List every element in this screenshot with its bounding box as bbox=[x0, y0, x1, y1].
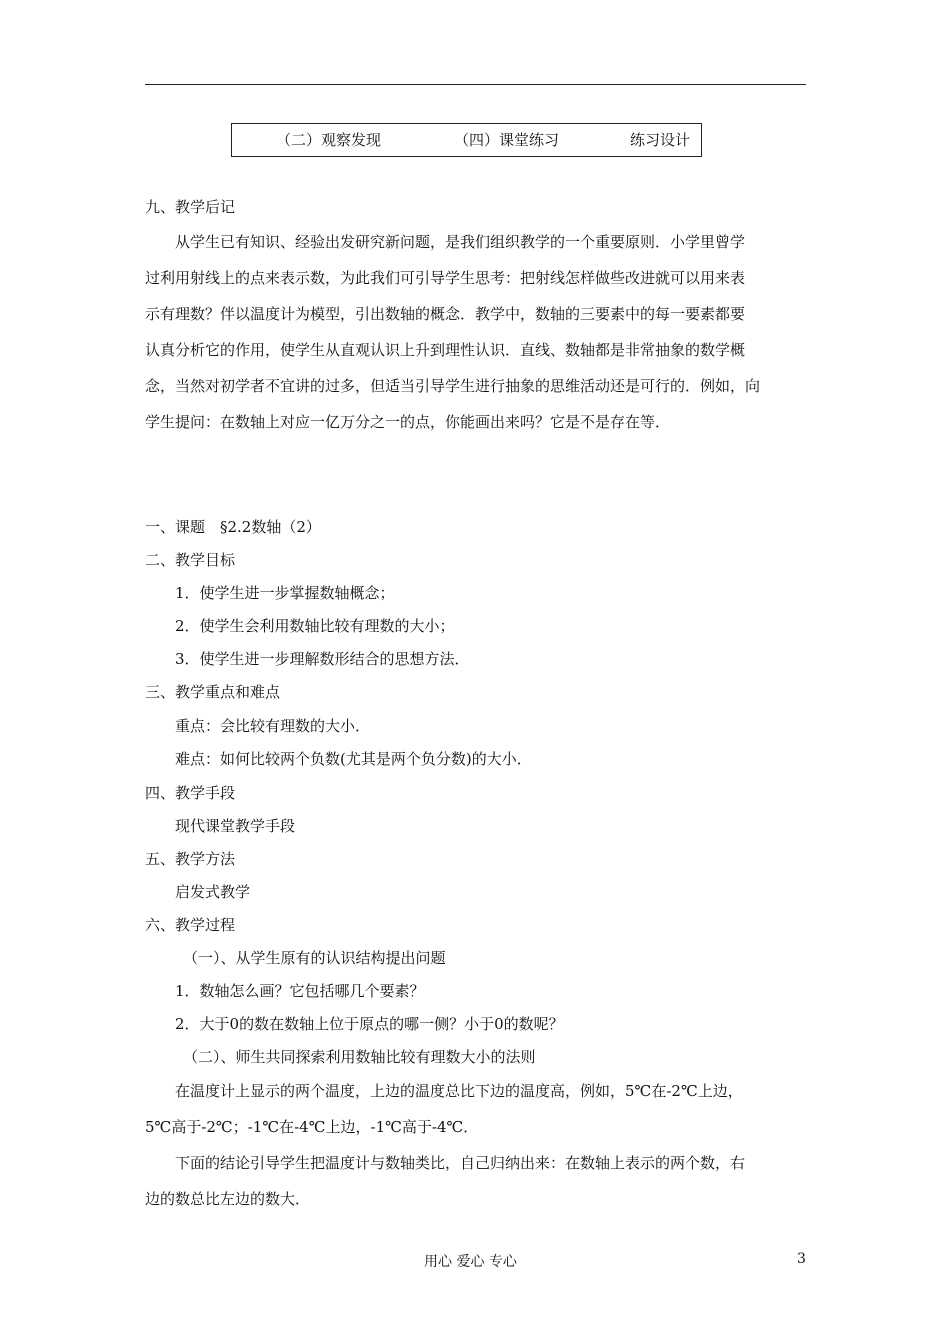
lesson-title: 一、课题 §2.2数轴（2） bbox=[145, 518, 321, 536]
goal-item: 1．使学生进一步掌握数轴概念； bbox=[175, 584, 395, 602]
temperature-paragraph-line: 5℃高于-2℃；-1℃在-4℃上边，-1℃高于-4℃． bbox=[145, 1118, 479, 1136]
process-step-1: （一）、从学生原有的认识结构提出问题 bbox=[183, 949, 446, 967]
section9-heading: 九、教学后记 bbox=[145, 198, 236, 216]
goal-item: 3．使学生进一步理解数形结合的思想方法． bbox=[175, 650, 470, 668]
method-text: 启发式教学 bbox=[175, 883, 251, 901]
section9-line: 过利用射线上的点来表示数，为此我们可引导学生思考：把射线怎样做些改进就可以用来表 bbox=[145, 269, 746, 287]
key-point: 重点：会比较有理数的大小． bbox=[175, 717, 371, 735]
header-box bbox=[231, 123, 702, 157]
process-heading: 六、教学过程 bbox=[145, 916, 236, 934]
conclusion-paragraph-line: 边的数总比左边的数大． bbox=[145, 1190, 311, 1208]
section9-line: 学生提问：在数轴上对应一亿万分之一的点，你能画出来吗？它是不是存在等． bbox=[145, 413, 671, 431]
means-text: 现代课堂教学手段 bbox=[175, 817, 296, 835]
header-item-design: 练习设计 bbox=[630, 131, 691, 149]
goal-item: 2．使学生会利用数轴比较有理数的大小； bbox=[175, 617, 455, 635]
section9-line: 念，当然对初学者不宜讲的过多，但适当引导学生进行抽象的思维活动还是可行的．例如，向 bbox=[145, 377, 761, 395]
question-item: 1．数轴怎么画？它包括哪几个要素？ bbox=[175, 982, 425, 1000]
section9-line: 认真分析它的作用，使学生从直观认识上升到理性认识．直线、数轴都是非常抽象的数学概 bbox=[145, 341, 746, 359]
section9-line: 示有理数？伴以温度计为模型，引出数轴的概念．教学中，数轴的三要素中的每一要素都要 bbox=[145, 305, 746, 323]
means-heading: 四、教学手段 bbox=[145, 784, 236, 802]
conclusion-paragraph-line: 下面的结论引导学生把温度计与数轴类比，自己归纳出来：在数轴上表示的两个数，右 bbox=[175, 1154, 746, 1172]
header-item-practice: （四）课堂练习 bbox=[454, 131, 560, 149]
key-heading: 三、教学重点和难点 bbox=[145, 683, 281, 701]
method-heading: 五、教学方法 bbox=[145, 850, 236, 868]
temperature-paragraph-line: 在温度计上显示的两个温度，上边的温度总比下边的温度高，例如，5℃在-2℃上边， bbox=[175, 1082, 743, 1100]
section9-line: 从学生已有知识、经验出发研究新问题，是我们组织教学的一个重要原则．小学里曾学 bbox=[175, 233, 746, 251]
header-item-observe: （二）观察发现 bbox=[276, 131, 382, 149]
page-number: 3 bbox=[797, 1251, 806, 1267]
header-rule bbox=[145, 84, 806, 85]
difficulty: 难点：如何比较两个负数(尤其是两个负分数)的大小． bbox=[175, 750, 532, 768]
footer-motto: 用心 爱心 专心 bbox=[424, 1254, 517, 1270]
goals-heading: 二、教学目标 bbox=[145, 551, 236, 569]
process-step-2: （二）、师生共同探索利用数轴比较有理数大小的法则 bbox=[183, 1048, 536, 1066]
question-item: 2．大于0的数在数轴上位于原点的哪一侧？小于0的数呢？ bbox=[175, 1015, 564, 1033]
